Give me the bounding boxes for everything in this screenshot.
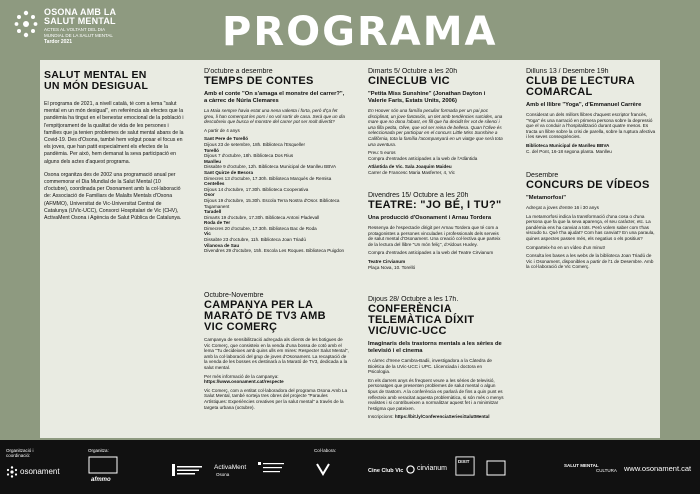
temps-description: La Maia sempre havia estat una nena valenta i forta, però d'ça fet greu, li han començat les pors i no vol sortir de casa. Serà que un dia descobreix que busca el monstre del carrer pot ser molt divertit? bbox=[204, 108, 345, 125]
cine-column bbox=[368, 68, 505, 176]
club-column bbox=[526, 68, 656, 154]
cine-date: Dimarts 5/ Octubre a les 20h bbox=[368, 68, 458, 75]
footer-activament: ActivaMent bbox=[214, 464, 247, 471]
temps-subtitle: Amb el conte "On s'amaga el monstre del carrer?", a càrrec de Núria Clemares bbox=[204, 91, 345, 104]
footer-osonament: osonament bbox=[20, 467, 60, 476]
marato-title-2: MARATÓ DE TV3 AMB bbox=[204, 310, 326, 322]
footer-collab-label: Col·labora: bbox=[314, 448, 337, 453]
cine-description: En Hoover són una família peculiar formada per un pai poc disciplinat, un jove fantasiós, un tiet amb tendències suïcides, una mare que no dona l'abast, en fill que ha decidit fer vot de silenci i una filla petita, Olive, que vol ser reina de bellesa. Quan l'Olive és seleccionada per participar en el concurs Little Miss Sunshine a Califòrnia, tota la família l'acompanyarà en un viatge que serà tota una aventura. bbox=[368, 108, 503, 147]
teatre-date: Divendres 15/ Octubre a les 20h bbox=[368, 192, 469, 199]
marato-title-1: CAMPANYA PER LA bbox=[204, 299, 314, 311]
list-item: Sant Pere de Torelló Dijous 23 de setembre, 18h. Biblioteca l'Esqueller bbox=[204, 136, 305, 147]
logo-year: Tardor 2021 bbox=[44, 39, 72, 45]
header bbox=[0, 0, 700, 60]
club-subtitle: Amb el llibre "Yoga", d'Emmanuel Carrère bbox=[526, 102, 642, 108]
club-date: Dilluns 13 / Desembre 19h bbox=[526, 68, 609, 75]
videos-paragraph-1: La metamorfosi indica la transformació d'una cosa o d'una persona que fa que la seva aparença, el seu caràcter, etc. La pandèmia ens ha canviat a tots. Però volem saber com t'has viscudo tu. Què t'ha ajudat? Com has canviat? En una paraula, quines aspectes passen més, els negatius o els positius? bbox=[526, 213, 655, 241]
marato-paragraph-1: Campanya de sensibilització adreçada als clients de les botigues de Vic Comerç, que consisteix en la venda d'una bossa de cotó amb el lema "Tu decideixes amb quins ulls em mires: Respecte! Salut Mental", amb la col·laboració del grup de joves d'Osonament. La recaptació de la venda de les bosses es destinarà a la Marató de TV3, dedicada a la salut mental. bbox=[204, 337, 349, 370]
cine-title: CINECLUB VIC bbox=[368, 75, 450, 87]
conf-subtitle: Imaginaris dels trastorns mentals a les sèries de televisió i el cinema bbox=[368, 341, 502, 354]
club-title-2: COMARCAL bbox=[526, 86, 593, 98]
videos-column bbox=[526, 172, 656, 270]
cine-venue: Atlàntida de Vic. Sala Joaquim Maideu bbox=[368, 164, 452, 170]
videos-age: Adreçat a joves d'entre 16 i 30 anys bbox=[526, 205, 599, 210]
page-title: PROGRAMA bbox=[222, 9, 498, 55]
osonament-logo-icon bbox=[6, 466, 18, 478]
list-item: Taradell Dimarts 19 d'octubre, 17.30h. Biblioteca Antoni Pladevall bbox=[204, 209, 320, 220]
cirvianum-logo-icon bbox=[406, 465, 415, 474]
temps-age: A partir de 4 anys bbox=[204, 127, 240, 133]
cine-address: Carrer de Francesc Maria Masferrer, 4, Vic bbox=[368, 169, 455, 175]
footer bbox=[0, 440, 700, 494]
footer-activament-sub: Osona bbox=[216, 472, 230, 477]
intro-column bbox=[44, 70, 184, 222]
intro-paragraph-2: Osona organitza des de 2002 una programació anual per commemorar el Dia Mundial de la Salut Mental (10 d'octubre), coordinada per Osonament amb la col·laboració de: Associació de Familiars de Malalts Mentals d'Osona (AFMMO), Universitat de Vic-Universitat Central de Catalunya (UVic-UCC), Consorci Hospitalari de Vic (CHV), ActivaMent Osona i Agència de Salut Pública de Catalunya. bbox=[44, 171, 182, 222]
videos-paragraph-2: Comparteix-ho en un vídeo d'un minut! bbox=[526, 244, 606, 250]
logo-title-line-1: OSONA AMB LA bbox=[44, 7, 117, 17]
conf-inscriptions-label: Inscripcions: bbox=[368, 414, 394, 420]
teatre-title: TEATRE: "JO BÉ, I TU?" bbox=[368, 199, 502, 211]
footer-afmmo: afmmo bbox=[91, 477, 111, 483]
intro-paragraph-1: El programa de 2021, a nivell català, té com a lema "salut mental en un món desigual", en referència als efectes que la pandèmia ha tingut en el benestar emocional de la població i l'empitjorament de la qualitat de vida de les persones i famílies que ja tenien problemes de salut mental abans de la Covid-19. Des d'Osona, també hem volgut posar el focus en els joves, que han patit especialment els efectes de la pandèmia. Per això, hem demanat la seva participació en alguns dels actes d'aquest programa. bbox=[44, 101, 184, 165]
logo-subtitle-line-2: MUNDIAL DE LA SALUT MENTAL bbox=[44, 33, 113, 38]
logo-title-line-2: SALUT MENTAL bbox=[44, 16, 116, 26]
teatre-column bbox=[368, 192, 505, 270]
teatre-description: Ressenya de l'espectacle dirigit per Arnau Tordera que té com a protagonistes a persones vinculades i professionals dels serveis de salut mental d'Osonament. Una creació col·lectiva que parteix de la lectura del llibre "Un món feliç", d'Aldous Huxley. bbox=[368, 225, 501, 247]
conf-title-3: VIC/UVIC-UCC bbox=[368, 325, 447, 337]
footer-salut-label: SALUT MENTAL bbox=[564, 463, 599, 468]
footer-cirvianum: cirvianum bbox=[417, 465, 447, 472]
conf-title-2: TELEMÀTICA DÍXIT bbox=[368, 314, 475, 326]
conf-title-1: CONFERÈNCIA bbox=[368, 303, 452, 315]
marato-title-3: VIC COMERÇ bbox=[204, 321, 278, 333]
footer-organize-label: Organització i coordinació: bbox=[6, 448, 34, 458]
people-circle-logo-icon bbox=[14, 10, 38, 38]
intro-heading-1: SALUT MENTAL EN bbox=[44, 70, 147, 81]
conf-date: Dijous 28/ Octubre a les 17h. bbox=[368, 296, 459, 303]
generalitat-logo-icon bbox=[172, 464, 202, 476]
temps-title: TEMPS DE CONTES bbox=[204, 75, 314, 87]
conf-inscriptions bbox=[368, 414, 505, 420]
list-item: Roda de Ter Dimecres 20 d'octubre, 17.30h. Biblioteca Bac de Roda bbox=[204, 220, 317, 231]
marato-link[interactable]: https://www.osonament.cat/respecte bbox=[204, 379, 284, 385]
temps-column bbox=[204, 68, 349, 254]
cine-subtitle: "Petita Miss Sunshine" (Jonathan Dayton i Valerie Faris, Estats Units, 2006) bbox=[368, 91, 486, 104]
list-item: Vic Dissabte 23 d'octubre, 11h. Biblioteca Joan Triadú bbox=[204, 231, 306, 243]
conf-link[interactable]: https://bit.ly/ConferenciaSeriesiSalutMental bbox=[394, 414, 490, 420]
list-item: Torelló Dijous 7 d'octubre, 18h. Biblioteca Dos Rius bbox=[204, 147, 294, 159]
intro-heading-2: UN MÓN DESIGUAL bbox=[44, 79, 149, 92]
videos-paragraph-3: Consulta les bases a les webs de la biblioteca Joan Triadú de Vic i Osonament, disponibles a partir de l'1 de Desembre. Amb la col·laboració de Vic Comerç. bbox=[526, 253, 654, 270]
logo-text bbox=[44, 8, 116, 45]
teatre-buy: Compra d'entrades anticipades a la web del Teatre Cirvianum bbox=[368, 250, 494, 256]
conf-paragraph-1: A càrrec d'Irene Cambra-Badii, investigadora a la Càtedra de Bioètica de la UVic-UCC i UPC. Llicenciada i doctora en Psicologia. bbox=[368, 358, 492, 375]
videos-title: CONCURS DE VÍDEOS bbox=[526, 179, 650, 191]
list-item: Manlleu Dissabte 9 d'octubre, 12h. Biblioteca Municipal de Manlleu BBVA bbox=[204, 158, 337, 170]
temps-date: D'octubre a desembre bbox=[204, 68, 273, 75]
conf-column bbox=[368, 296, 505, 420]
list-item: Sant Quirze de Besora Dimecres 13 d'octubre, 17.30h. Biblioteca Marquès de Remisa bbox=[204, 169, 332, 181]
footer-cineclub: Cine Club Vic bbox=[368, 468, 404, 474]
logo-subtitle-line-1: ACTES AL VOLTANT DEL DIA bbox=[44, 27, 106, 32]
club-venue: Biblioteca Municipal de Manlleu BBVA bbox=[526, 142, 610, 148]
footer-org-label: Organitza: bbox=[88, 448, 109, 453]
list-item: Centelles Dijous 14 d'octubre, 17.30h. Biblioteca Cooperativa bbox=[204, 181, 309, 192]
teatre-subtitle: Una producció d'Osonament i Arnau Tordera bbox=[368, 215, 492, 221]
videos-subtitle: "Metamorfosi" bbox=[526, 195, 566, 201]
footer-web[interactable]: www.osonament.cat bbox=[624, 464, 692, 473]
cine-buy: Compra d'entrades anticipades a la web de l'Atlàntida bbox=[368, 155, 478, 161]
club-title-1: CLUB DE LECTURA bbox=[526, 75, 635, 87]
university-logo-icon bbox=[258, 462, 284, 476]
marato-column bbox=[204, 292, 349, 410]
program-panel bbox=[40, 60, 660, 438]
teatre-venue: Teatre Cirvianum bbox=[368, 258, 406, 264]
cine-price: Preu: 5 euros bbox=[368, 150, 396, 156]
list-item: Vilanova de Sau Divendres 29 d'octubre, 15h. Escola Les Roques. Biblioteca Puigdon bbox=[204, 242, 345, 254]
marato-date: Octubre-Novembre bbox=[204, 292, 264, 299]
club-address: C. del Pont, 16-18 segona planta. Manlleu bbox=[526, 148, 612, 154]
footer-dixit: DIXIT bbox=[458, 459, 470, 464]
library-logo-icon bbox=[486, 460, 506, 476]
vic-comerc-logo-icon bbox=[316, 462, 330, 476]
footer-cultura-label: CULTURA bbox=[596, 468, 617, 473]
temps-place-list bbox=[204, 136, 349, 253]
videos-date: Desembre bbox=[526, 172, 559, 179]
teatre-address: Plaça Nova, 10. Torelló bbox=[368, 264, 416, 270]
afmmo-logo-icon bbox=[88, 456, 118, 474]
conf-paragraph-2: En els darrers anys és freqüent veure a les sèries de televisió, personatges que presenten problemes de salut mental o algun tipus de trastorn. A la conferència es parlarà de fins a quin punt es reflecteix amb veracitat aquesta problemàtica, si són més o menys realistes i si contribueixen a normalitzar aquest fet i a minimitzar l'estigma que pateixen. bbox=[368, 377, 504, 411]
club-description: Considerat un dels millors llibres d'aquest escriptor francès, "Yoga" és una narració en primera persona sobre la depressió que el va conduir a l'hospitalització durant quatre mesos. Es tracta un llibre sobre la crisi de parella, sobre la ruptura afectiva i les seves conseqüències. bbox=[526, 112, 656, 140]
list-item: Osor Dijous 19 d'octubre, 15.30h. Escola Terra Nostra d'Osor. Biblioteca Tagamanent bbox=[204, 192, 340, 209]
marato-paragraph-3: Vic Comerç, com a entitat col·laboradora del programa Osona Amb La Salut Mental, també sorteja tres obres del projecte "Paraules Artístiques: Experiències creatives per la salut mental" a través de la targeta urbana (octubre). bbox=[204, 387, 348, 410]
marato-paragraph-2: Per més informació de la campanya: bbox=[204, 373, 279, 379]
